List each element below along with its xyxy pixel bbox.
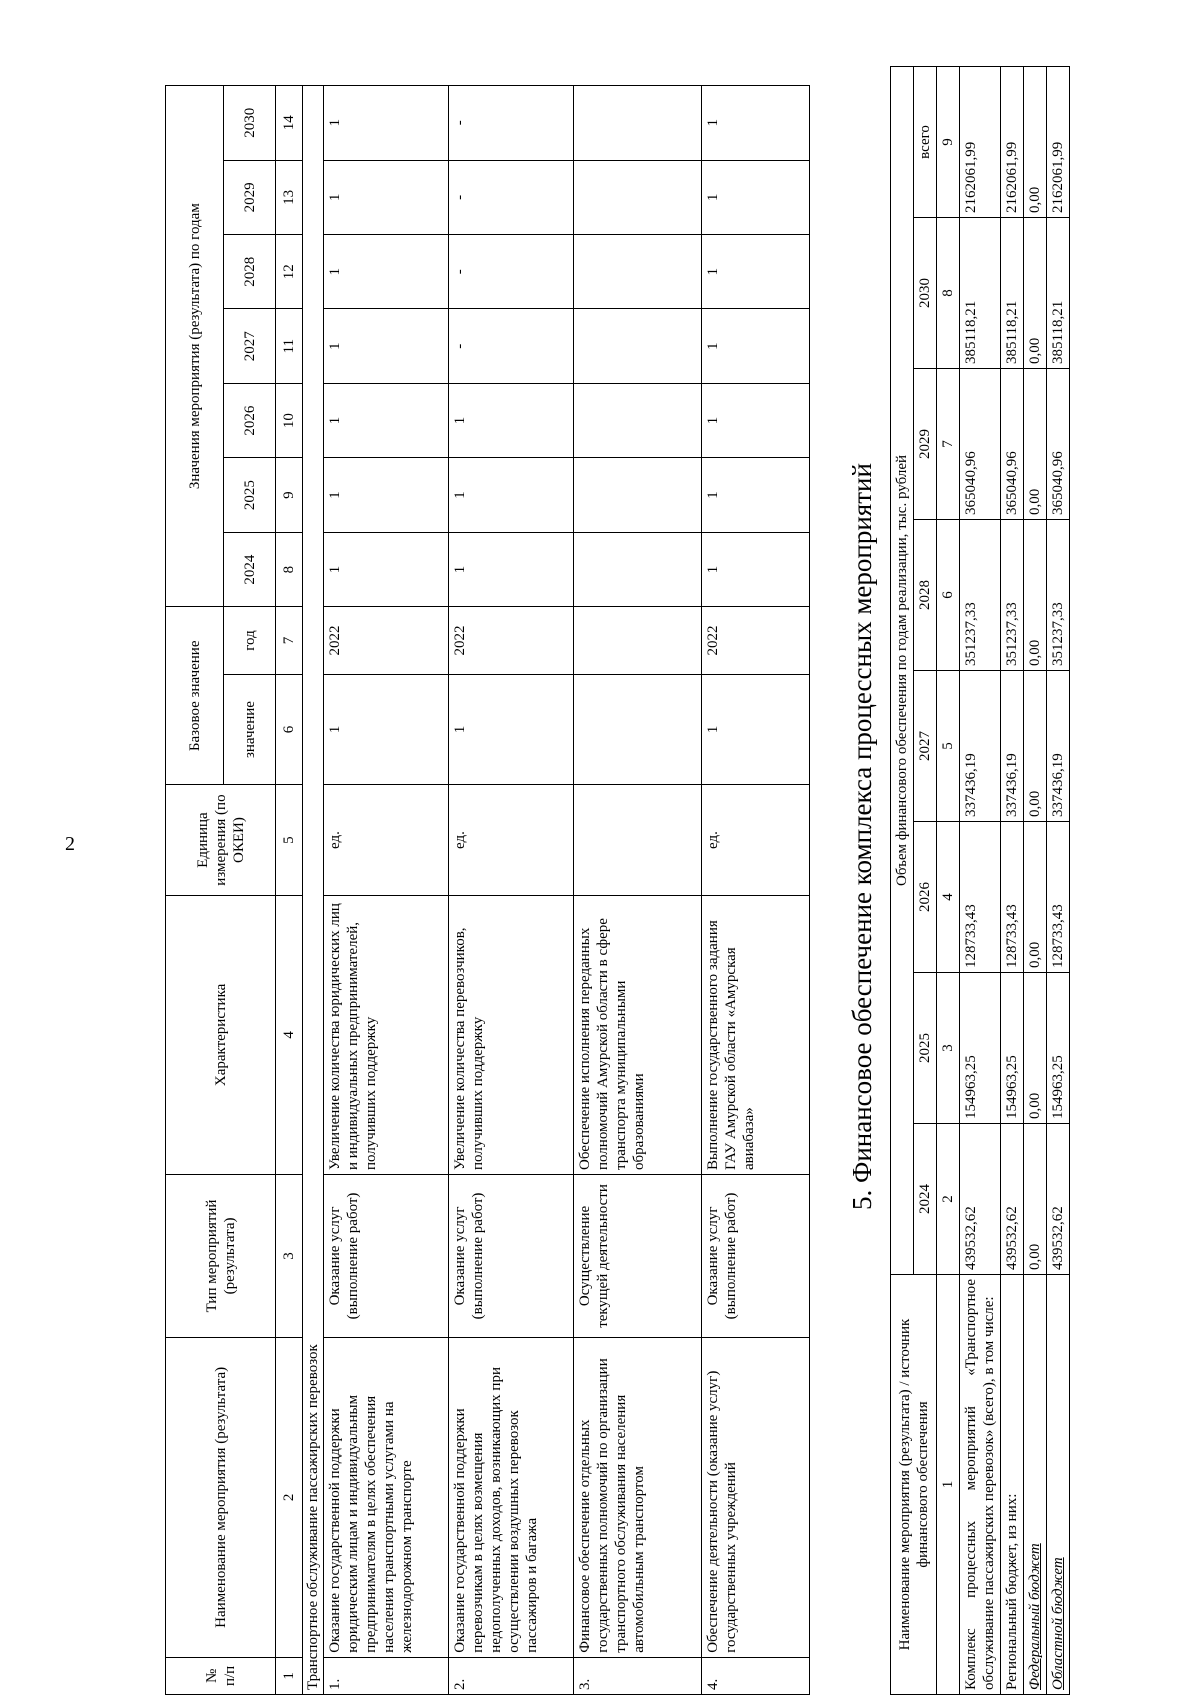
section-title: Транспортное обслуживание пассажирских перевозок [303, 86, 324, 1695]
row-value: - [449, 160, 574, 234]
row-value: 337436,19 [1001, 671, 1024, 822]
row-base-year [574, 607, 702, 674]
row-value: 439532,62 [960, 1124, 1001, 1275]
row-name: Оказание государственной поддержки перевозчикам в целях возмещения недополученных доходов, возникающих при осуществлении воздушных перевозок пассажиров и багажа [449, 1337, 574, 1657]
row-characteristic: Обеспечение исполнения переданных полномочий Амурской области в сфере транспорта муниципальными образованиями [574, 895, 702, 1174]
row-value: 1 [702, 309, 810, 383]
section-heading: 5. Финансовое обеспечение комплекса процессных мероприятий [847, 463, 877, 1210]
row-value: 385118,21 [960, 218, 1001, 369]
header-name: Наименование мероприятия (результата) [166, 1337, 276, 1657]
page-number: 2 [65, 833, 75, 855]
row-name: Региональный бюджет, из них: [1001, 1275, 1024, 1695]
row-type: Оказание услуг (выполнение работ) [449, 1175, 574, 1338]
row-type: Оказание услуг (выполнение работ) [702, 1175, 810, 1338]
row-value: 337436,19 [960, 671, 1001, 822]
column-number: 9 [937, 66, 960, 217]
row-value: 0,00 [1024, 369, 1047, 520]
row-base-value: 1 [449, 674, 574, 785]
row-value [574, 383, 702, 457]
header-name: Наименование мероприятия (результата) / источник финансового обеспечения [891, 1275, 937, 1695]
table-row [1024, 66, 1047, 1694]
header-base-group: Базовое значение [166, 607, 224, 785]
row-num: 3. [574, 1657, 702, 1694]
column-number: 2 [276, 1337, 303, 1657]
row-value: 365040,96 [960, 369, 1001, 520]
row-value: 1 [702, 86, 810, 161]
row-name: Обеспечение деятельности (оказание услуг) государственных учреждений [702, 1337, 810, 1657]
table-row [1047, 66, 1070, 1694]
row-unit: ед. [324, 785, 449, 896]
row-value: - [449, 86, 574, 161]
column-number: 1 [937, 1275, 960, 1695]
column-number: 4 [276, 895, 303, 1174]
header-year: 2026 [224, 383, 276, 457]
row-value: 0,00 [1024, 218, 1047, 369]
row-value [574, 235, 702, 309]
table-row [574, 86, 702, 1695]
row-name: Оказание государственной поддержки юридическим лицам и индивидуальным предпринимателям в целях обеспечения населения транспортными услугами на железнодорожном транспорте [324, 1337, 449, 1657]
header-unit: Единица измерения (по ОКЕИ) [166, 785, 276, 896]
column-number: 14 [276, 86, 303, 161]
row-base-value: 1 [324, 674, 449, 785]
row-unit [574, 785, 702, 896]
row-value: 0,00 [1024, 1124, 1047, 1275]
results-table [165, 85, 810, 1695]
row-value: 154963,25 [1001, 973, 1024, 1124]
row-base-year: 2022 [702, 607, 810, 674]
column-number: 5 [276, 785, 303, 896]
header-characteristic: Характеристика [166, 895, 276, 1174]
financing-table [890, 66, 1070, 1695]
row-value [574, 86, 702, 161]
row-value: 1 [324, 383, 449, 457]
table-row [702, 86, 810, 1695]
header-year: 2030 [914, 218, 937, 369]
header-values-group: Значения мероприятия (результата) по годам [166, 86, 224, 607]
header-total: всего [914, 66, 937, 217]
row-value: - [449, 309, 574, 383]
row-value [574, 532, 702, 606]
row-value: 365040,96 [1001, 369, 1024, 520]
row-base-year: 2022 [449, 607, 574, 674]
row-characteristic: Увеличение количества юридических лиц и индивидуальных предпринимателей, получивших поддержку [324, 895, 449, 1174]
row-value: 337436,19 [1047, 671, 1070, 822]
header-year: 2029 [914, 369, 937, 520]
row-value [574, 160, 702, 234]
row-value: 1 [324, 86, 449, 161]
row-value: 0,00 [1024, 66, 1047, 217]
column-number: 6 [276, 674, 303, 785]
row-value: 1 [702, 383, 810, 457]
column-number: 13 [276, 160, 303, 234]
row-name: Федеральный бюджет [1024, 1275, 1047, 1695]
row-value: 1 [702, 160, 810, 234]
row-value: 1 [324, 532, 449, 606]
row-type: Осуществление текущей деятельности [574, 1175, 702, 1338]
row-value: 1 [449, 532, 574, 606]
header-base-year: год [224, 607, 276, 674]
header-base-value: значение [224, 674, 276, 785]
row-value: 2162061,99 [1001, 66, 1024, 217]
row-value: 1 [324, 458, 449, 532]
row-value: 351237,33 [1047, 520, 1070, 671]
row-name: Областной бюджет [1047, 1275, 1070, 1695]
row-value: 0,00 [1024, 973, 1047, 1124]
row-value: 1 [702, 235, 810, 309]
header-volume-group: Объем финансового обеспечения по годам реализации, тыс. рублей [891, 66, 914, 1274]
row-value: 439532,62 [1047, 1124, 1070, 1275]
row-value: 1 [324, 160, 449, 234]
row-value: 128733,43 [1047, 822, 1070, 973]
row-value: 439532,62 [1001, 1124, 1024, 1275]
row-value: 2162061,99 [960, 66, 1001, 217]
row-characteristic: Выполнение государственного задания ГАУ Амурской области «Амурская авиабаза» [702, 895, 810, 1174]
column-number: 4 [937, 822, 960, 973]
row-unit: ед. [449, 785, 574, 896]
row-value: 1 [324, 235, 449, 309]
row-num: 1. [324, 1657, 449, 1694]
header-year: 2027 [914, 671, 937, 822]
column-number: 9 [276, 458, 303, 532]
row-num: 2. [449, 1657, 574, 1694]
column-number: 8 [276, 532, 303, 606]
table-row [1001, 66, 1024, 1694]
header-year: 2026 [914, 822, 937, 973]
row-value: 154963,25 [1047, 973, 1070, 1124]
column-number: 10 [276, 383, 303, 457]
row-value [574, 458, 702, 532]
row-base-year: 2022 [324, 607, 449, 674]
column-number: 5 [937, 671, 960, 822]
row-base-value [574, 674, 702, 785]
table-row [449, 86, 574, 1695]
column-number: 2 [937, 1124, 960, 1275]
column-number: 7 [276, 607, 303, 674]
row-value: 385118,21 [1001, 218, 1024, 369]
column-number: 3 [276, 1175, 303, 1338]
column-number: 3 [937, 973, 960, 1124]
row-value: 1 [702, 532, 810, 606]
row-value: 2162061,99 [1047, 66, 1070, 217]
row-value: 154963,25 [960, 973, 1001, 1124]
table-row [960, 66, 1001, 1694]
row-value: 385118,21 [1047, 218, 1070, 369]
header-year: 2030 [224, 86, 276, 161]
column-number: 8 [937, 218, 960, 369]
column-number: 1 [276, 1657, 303, 1694]
header-type: Тип мероприятий (результата) [166, 1175, 276, 1338]
row-value: 0,00 [1024, 671, 1047, 822]
header-year: 2025 [224, 458, 276, 532]
column-numbers-row [276, 86, 303, 1695]
row-value: 351237,33 [960, 520, 1001, 671]
row-base-value: 1 [702, 674, 810, 785]
header-num: № п/п [166, 1657, 276, 1694]
row-unit: ед. [702, 785, 810, 896]
column-number: 6 [937, 520, 960, 671]
row-type: Оказание услуг (выполнение работ) [324, 1175, 449, 1338]
row-value: 128733,43 [960, 822, 1001, 973]
header-year: 2025 [914, 973, 937, 1124]
header-year: 2024 [224, 532, 276, 606]
header-year: 2028 [914, 520, 937, 671]
row-value: 351237,33 [1001, 520, 1024, 671]
rotated-content [165, 40, 1165, 1695]
row-value: 128733,43 [1001, 822, 1024, 973]
row-value: 1 [324, 309, 449, 383]
row-value [574, 309, 702, 383]
row-value: 365040,96 [1047, 369, 1070, 520]
row-name: Комплекс процессных мероприятий «Транспортное обслуживание пассажирских перевозок» (всего), в том числе: [960, 1275, 1001, 1695]
row-characteristic: Увеличение количества перевозчиков, получивших поддержку [449, 895, 574, 1174]
header-year: 2029 [224, 160, 276, 234]
column-number: 11 [276, 309, 303, 383]
header-year: 2027 [224, 309, 276, 383]
row-value: 0,00 [1024, 520, 1047, 671]
column-number: 7 [937, 369, 960, 520]
row-value: - [449, 235, 574, 309]
row-name: Финансовое обеспечение отдельных государственных полномочий по организации транспортного обслуживания населения автомобильным транспортом [574, 1337, 702, 1657]
row-value: 1 [702, 458, 810, 532]
row-value: 0,00 [1024, 822, 1047, 973]
column-numbers-row [937, 66, 960, 1694]
row-value: 1 [449, 383, 574, 457]
table-row [324, 86, 449, 1695]
header-year: 2028 [224, 235, 276, 309]
column-number: 12 [276, 235, 303, 309]
row-num: 4. [702, 1657, 810, 1694]
row-value: 1 [449, 458, 574, 532]
header-year: 2024 [914, 1124, 937, 1275]
